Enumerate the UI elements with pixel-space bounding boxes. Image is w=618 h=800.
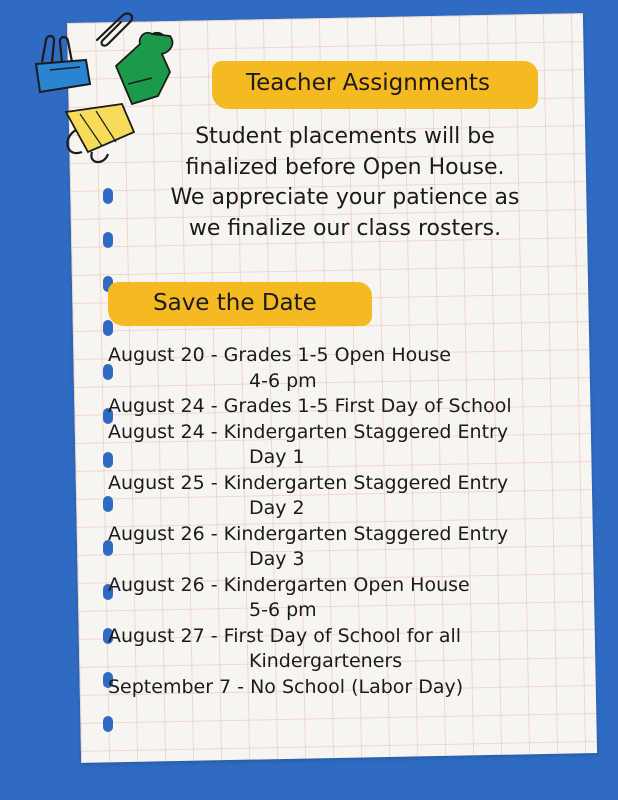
message-line: finalized before Open House. xyxy=(185,154,505,180)
event-item xyxy=(108,522,512,573)
event-line: August 20 - Grades 1-5 Open House xyxy=(108,344,451,366)
event-item xyxy=(108,573,512,624)
event-item xyxy=(108,675,512,701)
event-continuation: 5-6 pm xyxy=(249,599,317,621)
binder-clip-blue-icon xyxy=(36,36,90,92)
event-item xyxy=(108,471,512,522)
message-line: Student placements will be xyxy=(195,124,495,149)
event-continuation: Day 3 xyxy=(249,548,305,570)
binder-hole xyxy=(103,188,113,204)
events-list xyxy=(108,343,512,700)
event-line: August 24 - Kindergarten Staggered Entry xyxy=(108,420,509,443)
event-item xyxy=(108,394,512,420)
event-continuation: Kindergarteners xyxy=(249,650,403,672)
event-line: August 26 - Kindergarten Open House xyxy=(108,573,470,596)
binder-hole xyxy=(103,320,113,336)
event-item xyxy=(108,343,512,394)
event-item xyxy=(108,420,512,471)
event-line: August 25 - Kindergarten Staggered Entry xyxy=(108,471,509,494)
event-continuation: Day 2 xyxy=(249,497,305,519)
paperclip-icon xyxy=(97,14,132,46)
event-continuation: 4-6 pm xyxy=(249,369,317,392)
binder-clip-green-icon xyxy=(116,33,172,104)
event-line: August 26 - Kindergarten Staggered Entry xyxy=(108,522,509,545)
teacher-assignments-heading: Teacher Assignments xyxy=(246,70,490,96)
event-item xyxy=(108,624,512,675)
event-line: August 24 - Grades 1-5 First Day of School xyxy=(108,395,512,417)
event-line: August 27 - First Day of School for all xyxy=(108,624,462,647)
message-line: we finalize our class rosters. xyxy=(188,215,502,241)
binder-hole xyxy=(103,232,113,248)
event-continuation: Day 1 xyxy=(249,446,305,468)
teacher-assignments-message xyxy=(140,122,550,244)
save-the-date-heading: Save the Date xyxy=(153,290,317,316)
event-line: September 7 - No School (Labor Day) xyxy=(108,675,464,698)
message-line: We appreciate your patience as xyxy=(170,185,520,210)
binder-clip-yellow-icon xyxy=(66,104,134,162)
binder-hole xyxy=(103,716,113,732)
